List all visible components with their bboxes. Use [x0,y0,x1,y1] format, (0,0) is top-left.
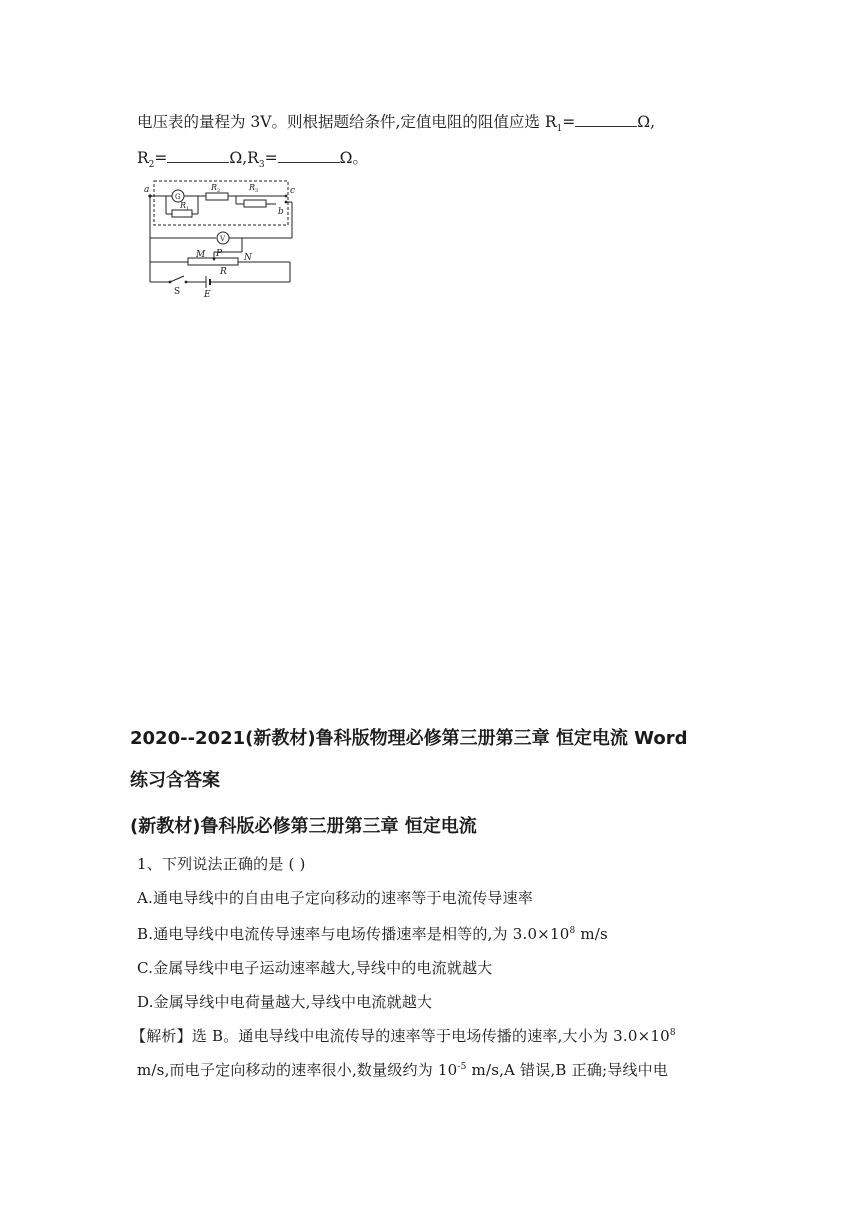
label-r: R [220,267,227,277]
label-m: M [196,250,206,260]
question-stem: 1、下列说法正确的是 ( ) [137,855,306,873]
question-continuation-line-1: 电压表的量程为 3V。则根据题给条件,定值电阻的阻值应选 $R_1= \Omega$, [137,113,656,135]
r2-resistor [206,193,228,200]
r3-answer-blank[interactable] [278,148,340,163]
circuit-diagram [140,178,300,300]
label-n: N [244,253,252,263]
r3-resistor [244,200,266,207]
label-r2: R [211,183,218,192]
label-e: E [204,290,211,300]
analysis-line-2: m/s,而电子定向移动的速率很小,数量级约为 $10^{-5}$ m/s,A 错误,B 正确;导线中电 [137,1061,669,1079]
option-d: D.金属导线中电荷量越大,导线中电流就越大 [137,993,433,1011]
document-subtitle: (新教材)鲁科版必修第三册第三章 恒定电流 [130,816,477,837]
label-c: c [290,186,296,196]
meter-dashed-box [154,181,288,225]
svg-text:3: 3 [255,188,259,194]
label-s: S [174,287,181,297]
r1-answer-blank[interactable] [575,112,637,127]
analysis-line-1: 【解析】选 B。通电导线中电流传导的速率等于电场传播的速率,大小为 $3.0\times 10^8$ [131,1027,676,1045]
switch-s [170,276,184,282]
label-r3: R [249,183,256,192]
label-v: V [220,235,226,243]
label-r1: R [180,201,187,210]
svg-text:1: 1 [186,206,190,212]
document-title-line-2: 练习含答案 [130,770,220,791]
question-continuation-line-2: $R_2= \Omega,R_3= \Omega$。 [137,149,368,171]
label-b: b [278,207,284,217]
r2-answer-blank[interactable] [167,148,229,163]
label-p: P [216,249,223,259]
svg-text:2: 2 [217,188,221,194]
label-g: G [175,193,181,201]
option-b: B.通电导线中电流传导速率与电场传播速率是相等的,为 $3.0\times 10^8$ m/s [137,925,608,943]
label-a: a [144,185,150,195]
document-title-line-1: 2020--2021(新教材)鲁科版物理必修第三册第三章 恒定电流 Word [130,728,688,749]
option-c: C.金属导线中电子运动速率越大,导线中的电流就越大 [137,959,493,977]
option-a: A.通电导线中的自由电子定向移动的速率等于电流传导速率 [137,889,534,907]
